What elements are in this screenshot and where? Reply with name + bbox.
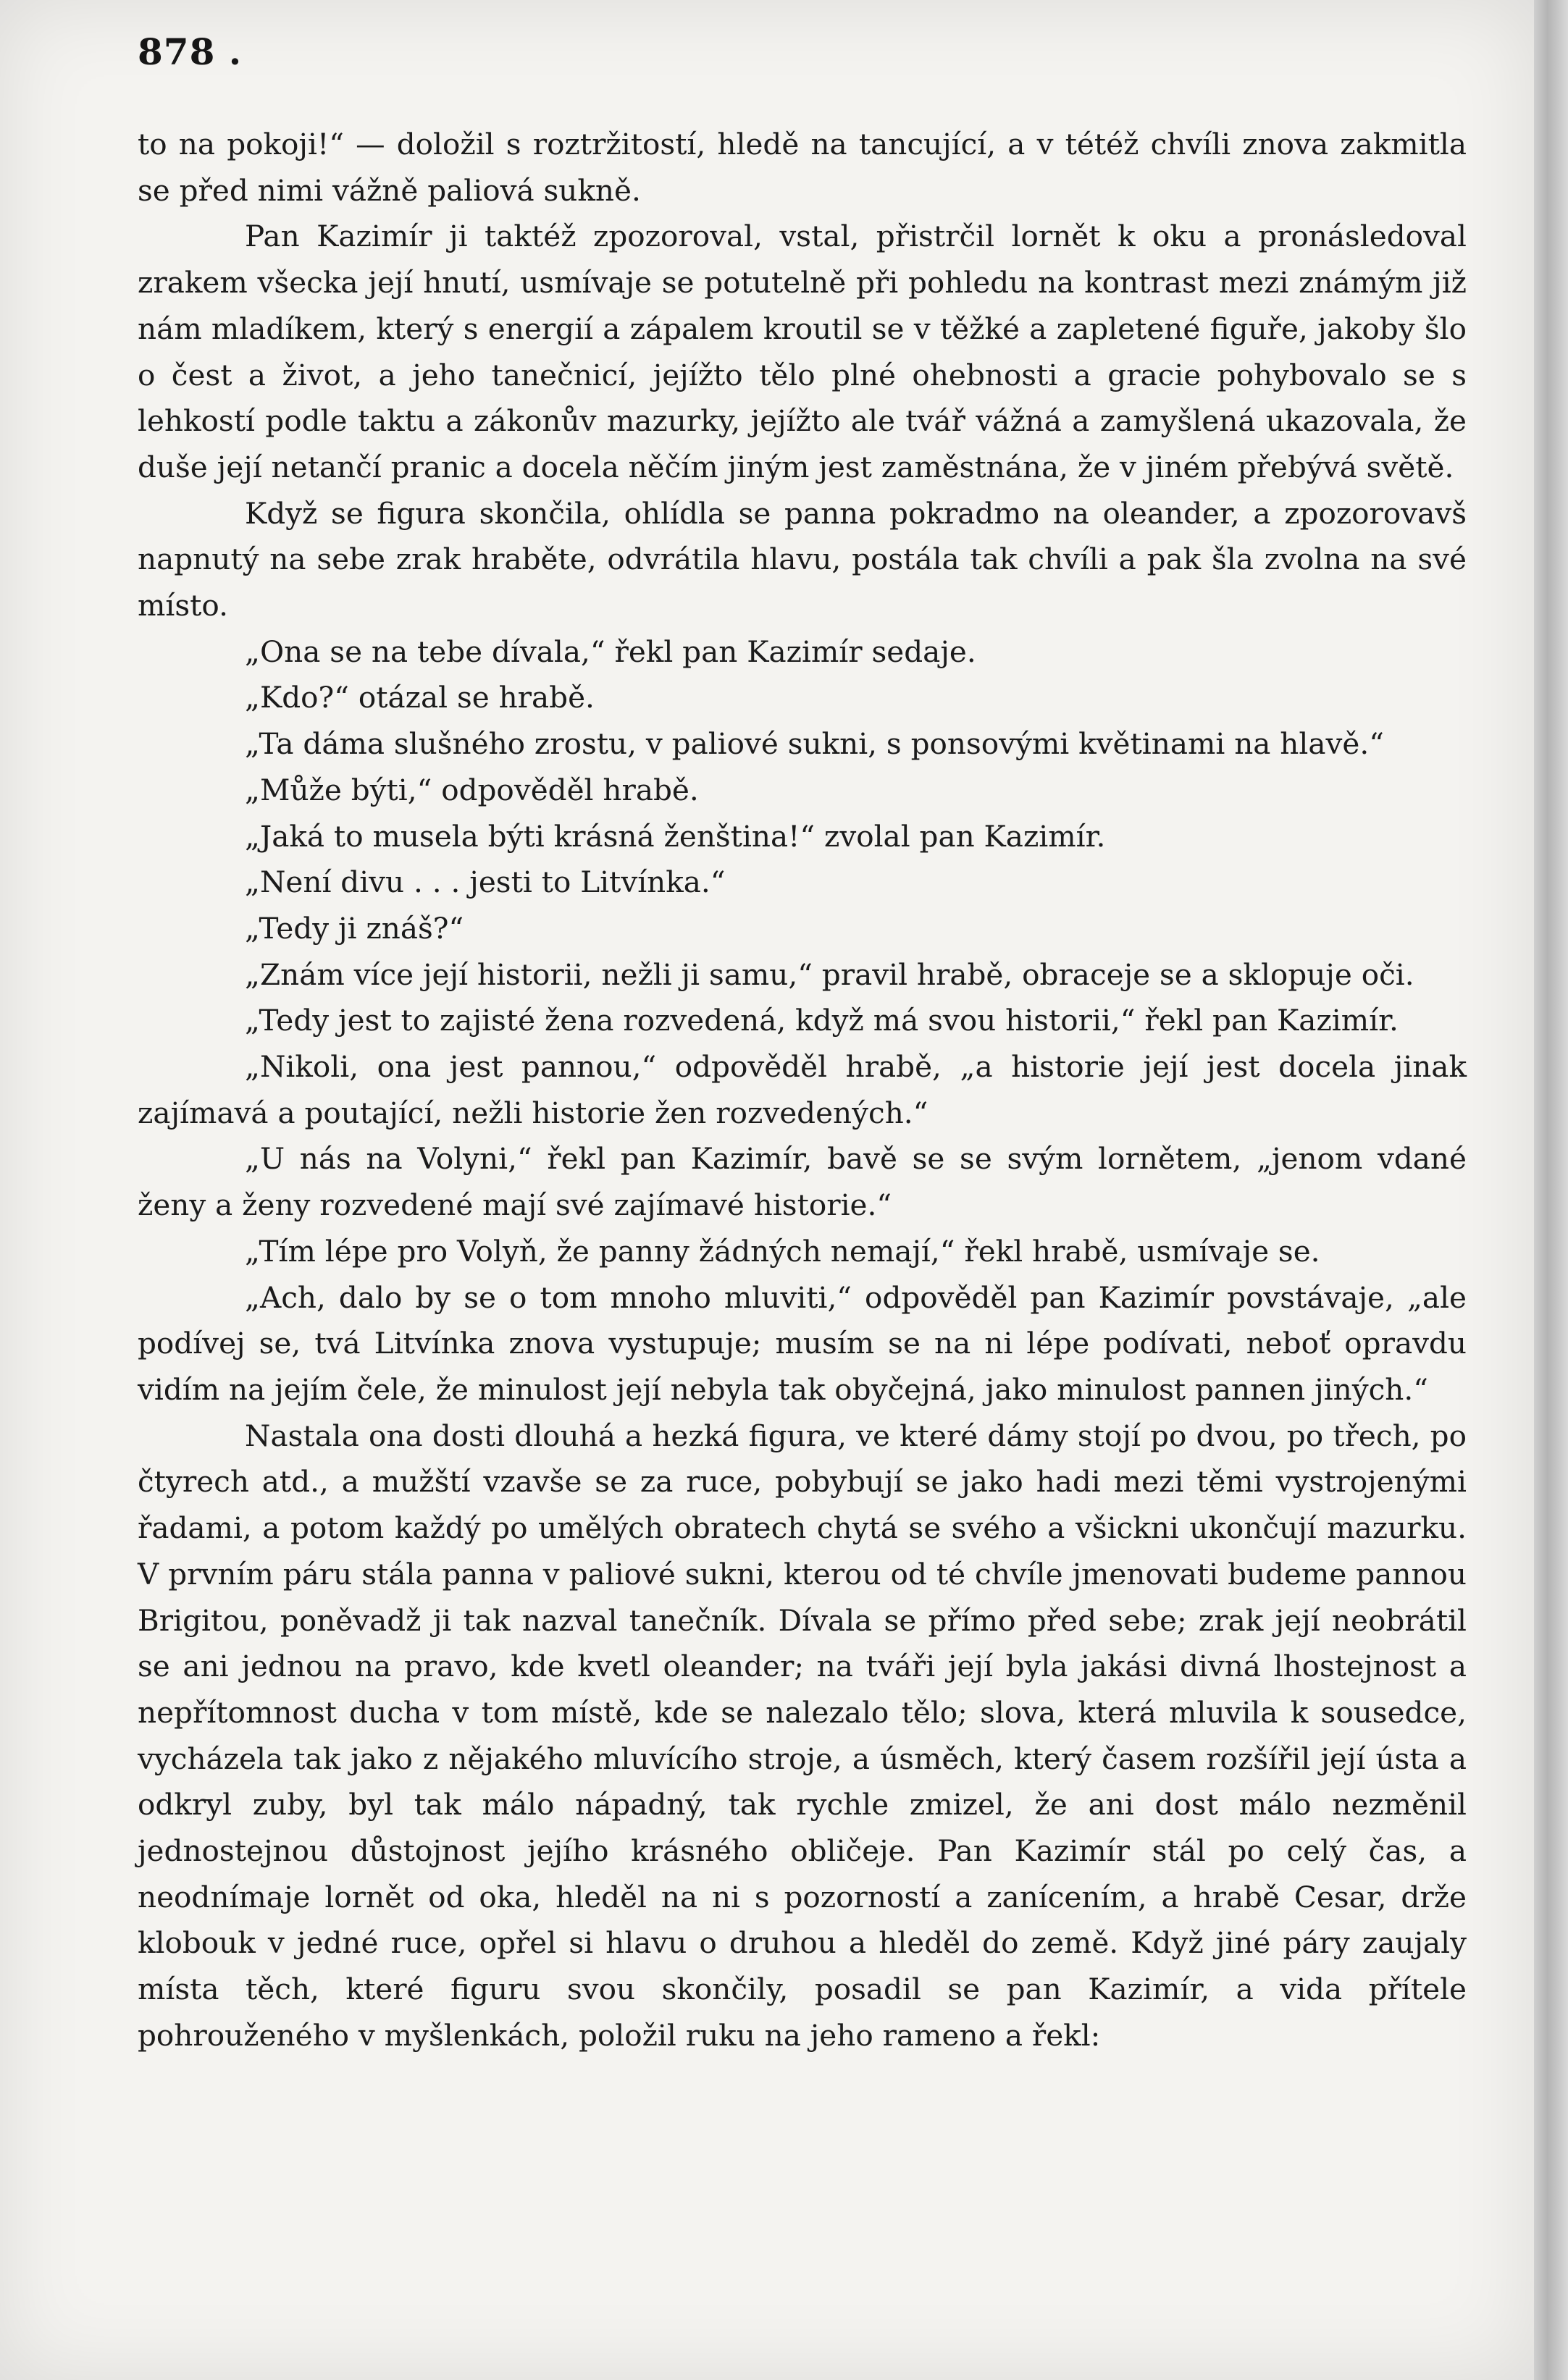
dialogue-line: „Jaká to musela býti krásná ženština!“ zvolal pan Kazimír.	[245, 818, 1106, 854]
dialogue-line: „Tedy ji znáš?“	[245, 910, 464, 946]
dialogue-line: „Tedy jest to zajisté žena rozvedená, když má svou historii,“ řekl pan Kazimír.	[245, 1003, 1399, 1038]
page-edge	[1534, 0, 1568, 2380]
dialogue-line: „Znám více její historii, nežli ji samu,“ pravil hrabě, obraceje se a sklopuje oči.	[245, 956, 1414, 992]
page-number: 878 .	[138, 30, 243, 73]
paragraph: to na pokoji!“ — doložil s roztržitostí, hledě na tancující, a v tétéž chvíli znova zakmitla se před nimi vážně paliová sukně.	[138, 127, 1467, 208]
dialogue-line: „Ta dáma slušného zrostu, v paliové sukni, s ponsovými květinami na hlavě.“	[245, 726, 1384, 762]
dialogue-line: „Tím lépe pro Volyň, že panny žádných nemají,“ řekl hrabě, usmívaje se.	[245, 1233, 1320, 1269]
paragraph: Pan Kazimír ji taktéž zpozoroval, vstal, přistrčil lornět k oku a pronásledoval zrakem všecka její hnutí, usmívaje se potutelně při pohledu na kontrast mezi známým již nám mladíkem, který s energií a zápalem kroutil se v těžké a zapletené figuře, jakoby šlo o čest a život, a jeho tanečnicí, jejížto tělo plné ohebnosti a gracie pohybovalo se s lehkostí podle taktu a zákonův mazurky, jejížto ale tvář vážná a zamyšlená ukazovala, že duše její netančí pranic a docela něčím jiným jest zaměstnána, že v jiném přebývá světě.	[138, 219, 1467, 484]
dialogue-line: „Kdo?“ otázal se hrabě.	[245, 680, 595, 715]
dialogue-line: „Může býti,“ odpověděl hrabě.	[245, 772, 699, 807]
dialogue-line: „Nikoli, ona jest pannou,“ odpověděl hrabě, „a historie její jest docela jinak zajímavá a poutající, nežli historie žen rozvedených.“	[138, 1049, 1467, 1130]
dialogue-line: „U nás na Volyni,“ řekl pan Kazimír, bavě se se svým lornětem, „jenom vdané ženy a ženy rozvedené mají své zajímavé historie.“	[138, 1141, 1467, 1223]
dialogue-line: „Ach, dalo by se o tom mnoho mluviti,“ odpověděl pan Kazimír povstávaje, „ale podívej se, tvá Litvínka znova vystupuje; musím se na ni lépe podívati, neboť opravdu vidím na jejím čele, že minulost její nebyla tak obyčejná, jako minulost pannen jiných.“	[138, 1279, 1467, 1407]
dialogue-line: „Ona se na tebe dívala,“ řekl pan Kazimír sedaje.	[245, 634, 976, 669]
paragraph: Nastala ona dosti dlouhá a hezká figura, ve které dámy stojí po dvou, po třech, po čtyrech atd., a mužští vzavše se za ruce, pobybují se jako hadi mezi těmi vystrojenými řadami, a potom každý po umělých obratech chytá se svého a všickni ukončují mazurku. V prvním páru stála panna v paliové sukni, kterou od té chvíle jmenovati budeme pannou Brigitou, poněvadž ji tak nazval tanečník. Dívala se přímo před sebe; zrak její neobrátil se ani jednou na pravo, kde kvetl oleander; na tváři její byla jakási divná lhostejnost a nepřítomnost ducha v tom místě, kde se nalezalo tělo; slova, která mluvila k sousedce, vycházela tak jako z nějakého mluvícího stroje, a úsměch, který časem rozšířil její ústa a odkryl zuby, byl tak málo nápadný, tak rychle zmizel, že ani dost málo nezměnil jednostejnou důstojnost jejího krásného obličeje. Pan Kazimír stál po celý čas, a neodnímaje lornět od oka, hleděl na ni s pozorností a zanícením, a hrabě Cesar, drže klobouk v jedné ruce, opřel si hlavu o druhou a hleděl do země. Když jiné páry zaujaly místa těch, které figuru svou skončily, posadil se pan Kazimír, a vida přítele pohrouženého v myšlenkách, položil ruku na jeho rameno a řekl:	[138, 1418, 1467, 2053]
paragraph: Když se figura skončila, ohlídla se panna pokradmo na oleander, a zpozorovavš napnutý na sebe zrak hraběte, odvrátila hlavu, postála tak chvíli a pak šla zvolna na své místo.	[138, 495, 1467, 623]
body-text	[138, 122, 1467, 2059]
dialogue-line: „Není divu . . . jesti to Litvínka.“	[245, 865, 726, 900]
